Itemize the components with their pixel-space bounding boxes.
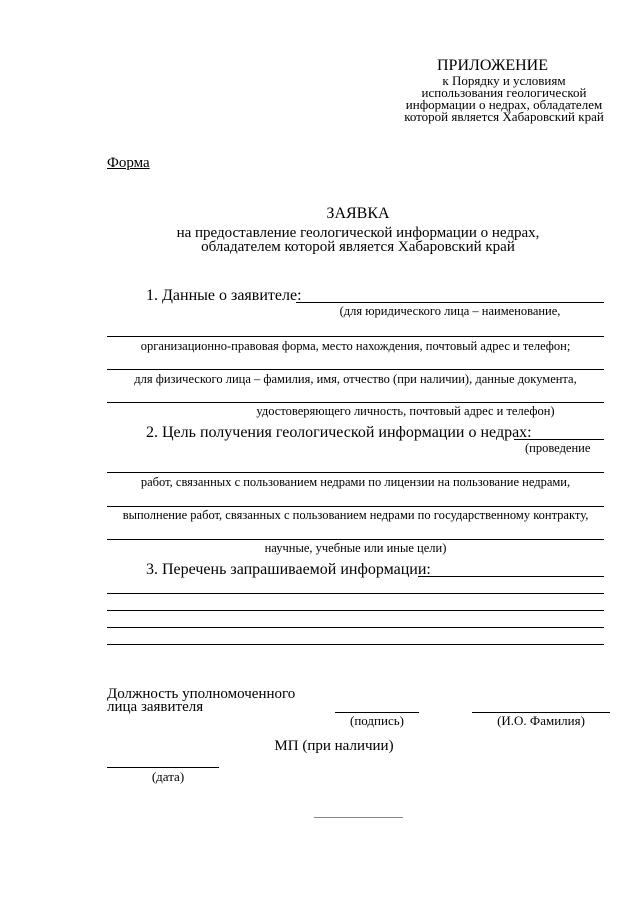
date-line[interactable]	[107, 767, 219, 768]
position-label-line2: лица заявителя	[107, 699, 204, 715]
section1-hint: для физического лица – фамилия, имя, отчество (при наличии), данные документа,	[134, 372, 577, 386]
section1-label: 1. Данные о заявителе:	[146, 287, 302, 304]
section3-input-line[interactable]	[107, 627, 604, 628]
section2-hint: выполнение работ, связанных с пользованием недрами по государственному контракту,	[122, 508, 589, 522]
name-hint: (И.О. Фамилия)	[497, 713, 585, 728]
appendix-line: использования геологической	[421, 85, 587, 100]
section2-input-line[interactable]	[107, 539, 604, 540]
date-hint: (дата)	[151, 769, 185, 784]
section2-hint: научные, учебные или иные цели)	[264, 541, 447, 555]
section1-hint: организационно-правовая форма, место нахождения, почтовый адрес и телефон;	[140, 339, 571, 353]
page-subtitle-line1: на предоставление геологической информации о недрах,	[176, 225, 540, 241]
position-label-line1: Должность уполномоченного	[107, 686, 296, 702]
section2-label: 2. Цель получения геологической информации о недрах:	[146, 424, 532, 441]
section3-input-line[interactable]	[107, 610, 604, 611]
section1-hint: удостоверяющего личность, почтовый адрес и телефон)	[256, 404, 555, 418]
section2-hint: работ, связанных с пользованием недрами по лицензии на пользование недрами,	[140, 475, 571, 489]
signature-hint: (подпись)	[350, 713, 404, 728]
section1-input-line[interactable]	[107, 336, 604, 337]
stamp-label: МП (при наличии)	[274, 738, 394, 754]
section1-input-line[interactable]	[107, 402, 604, 403]
appendix-line: которой является Хабаровский край	[404, 109, 604, 124]
appendix-title: ПРИЛОЖЕНИЕ	[436, 57, 548, 74]
appendix-line: к Порядку и условиям	[442, 73, 566, 88]
page-title: ЗАЯВКА	[326, 205, 390, 222]
appendix-text	[400, 75, 608, 123]
section2-input-line[interactable]	[107, 506, 604, 507]
closing-divider	[314, 817, 403, 818]
section1-hint: (для юридического лица – наименование,	[339, 304, 561, 318]
section3-label: 3. Перечень запрашиваемой информации:	[146, 561, 431, 578]
section2-hint: (проведение	[525, 441, 591, 455]
section3-input-line[interactable]	[107, 593, 604, 594]
section1-input-line[interactable]	[107, 369, 604, 370]
section2-input-line[interactable]	[107, 472, 604, 473]
section2-input-line[interactable]	[514, 439, 604, 440]
section3-input-line[interactable]	[107, 644, 604, 645]
section1-input-line[interactable]	[296, 302, 604, 303]
form-label: Форма	[107, 155, 150, 171]
page-subtitle-line2: обладателем которой является Хабаровский край	[201, 239, 515, 255]
appendix-line: информации о недрах, обладателем	[405, 97, 603, 112]
section3-input-line[interactable]	[418, 576, 604, 577]
